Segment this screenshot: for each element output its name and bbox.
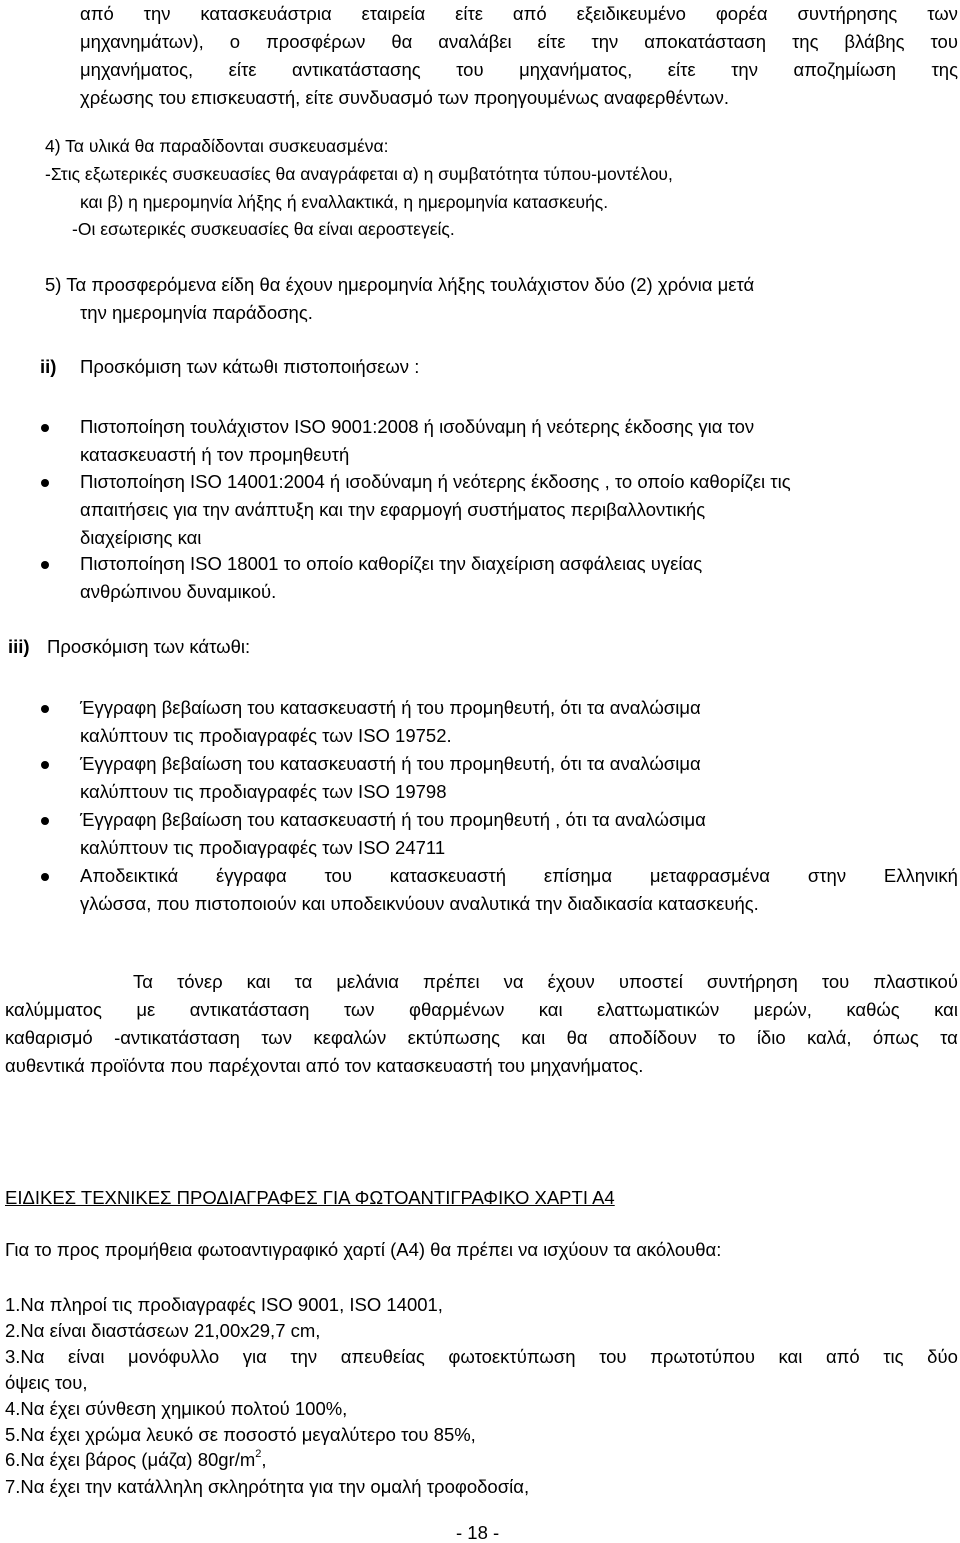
iii-bullet-2-line-1: Έγγραφη βεβαίωση του κατασκευαστή ή του προμηθευτή, ότι τα αναλώσιμα xyxy=(80,753,701,774)
section-iii-marker: iii) xyxy=(8,636,30,657)
item-4-line-3: και β) η ημερομηνία λήξης ή εναλλακτικά, η ημερομηνία κατασκευής. xyxy=(80,192,609,212)
section-iii-heading: Προσκόμιση των κάτωθι: xyxy=(47,636,251,657)
paper-item-1: 1.Να πληροί τις προδιαγραφές ISO 9001, ISO 14001, xyxy=(5,1294,443,1315)
toner-paragraph-line-4: αυθεντικά προϊόντα που παρέχονται από τον κατασκευαστή του μηχανήματος. xyxy=(5,1055,644,1076)
toner-paragraph-line-1: Τα τόνερ και τα μελάνια πρέπει να έχουν υποστεί συντήρηση του πλαστικού xyxy=(133,971,958,992)
paper-item-3-line-2: όψεις του, xyxy=(5,1372,88,1393)
paper-section-intro: Για το προς προμήθεια φωτοαντιγραφικό χαρτί (Α4) θα πρέπει να ισχύουν τα ακόλουθα: xyxy=(5,1239,722,1260)
item-4-line-4: -Οι εσωτερικές συσκευασίες θα είναι αεροστεγείς. xyxy=(72,219,455,239)
paper-item-6: 6.Να έχει βάρος (μάζα) $80gr/m^2$, xyxy=(5,1448,267,1471)
iii-bullet-1-line-2: καλύπτουν τις προδιαγραφές των ISO 19752. xyxy=(80,725,452,746)
iii-bullet-1-line-1: Έγγραφη βεβαίωση του κατασκευαστή ή του προμηθευτή, ότι τα αναλώσιμα xyxy=(80,697,701,718)
paper-item-5: 5.Να έχει χρώμα λευκό σε ποσοστό μεγαλύτερο του 85%, xyxy=(5,1424,476,1445)
iii-bullet-3-line-1: Έγγραφη βεβαίωση του κατασκευαστή ή του προμηθευτή , ότι τα αναλώσιμα xyxy=(80,809,706,830)
section-ii-heading: Προσκόμιση των κάτωθι πιστοποιήσεων : xyxy=(80,356,420,377)
iii-bullet-2-line-2: καλύπτουν τις προδιαγραφές των ISO 19798 xyxy=(80,781,447,802)
bullet-icon xyxy=(41,817,49,825)
bullet-icon xyxy=(41,705,49,713)
item-5-line-2: την ημερομηνία παράδοσης. xyxy=(80,302,313,323)
ii-bullet-1-line-1: Πιστοποίηση τουλάχιστον ISO 9001:2008 ή ισοδύναμη ή νεότερης έκδοσης για τον xyxy=(80,416,755,437)
top-paragraph-line-4: χρέωσης του επισκευαστή, είτε συνδυασμό των προηγουμένως αναφερθέντων. xyxy=(80,87,730,108)
ii-bullet-3-line-1: Πιστοποίηση ISO 18001 το οποίο καθορίζει την διαχείριση ασφάλειας υγείας xyxy=(80,553,703,574)
ii-bullet-3-line-2: ανθρώπινου δυναμικού. xyxy=(80,581,277,602)
iii-bullet-4-line-1: Αποδεικτικά έγγραφα του κατασκευαστή επίσημα μεταφρασμένα στην Ελληνική xyxy=(80,865,958,886)
paper-item-7: 7.Να έχει την κατάλληλη σκληρότητα για την ομαλή τροφοδοσία, xyxy=(5,1476,530,1497)
page-number: - 18 - xyxy=(456,1522,500,1543)
item-4-line-2: -Στις εξωτερικές συσκευασίες θα αναγράφεται α) η συμβατότητα τύπου-μοντέλου, xyxy=(45,164,673,184)
top-paragraph-line-1: από την κατασκευάστρια εταιρεία είτε από εξειδικευμένο φορέα συντήρησης των xyxy=(80,3,958,24)
paper-item-3-line-1: 3.Να είναι μονόφυλλο για την απευθείας φωτοεκτύπωση του πρωτοτύπου και από τις δύο xyxy=(5,1346,958,1367)
iii-bullet-4-line-2: γλώσσα, που πιστοποιούν και υποδεικνύουν αναλυτικά την διαδικασία κατασκευής. xyxy=(80,893,759,914)
paper-section-title: ΕΙΔΙΚΕΣ ΤΕΧΝΙΚΕΣ ΠΡΟΔΙΑΓΡΑΦΕΣ ΓΙΑ ΦΩΤΟΑΝΤΙΓΡΑΦΙΚΟ ΧΑΡΤΙ Α4 xyxy=(5,1187,615,1208)
bullet-icon xyxy=(41,873,49,881)
item-4-heading: 4) Τα υλικά θα παραδίδονται συσκευασμένα: xyxy=(45,136,389,156)
bullet-icon xyxy=(41,761,49,769)
top-paragraph-line-2: μηχανημάτων), ο προσφέρων θα αναλάβει είτε την αποκατάσταση της βλάβης του xyxy=(80,31,958,52)
bullet-icon xyxy=(41,424,49,432)
item-5-line-1: 5) Τα προσφερόμενα είδη θα έχουν ημερομηνία λήξης τουλάχιστον δύο (2) χρόνια μετά xyxy=(45,274,755,295)
bullet-icon xyxy=(41,479,49,487)
top-paragraph-line-3: μηχανήματος, είτε αντικατάστασης του μηχανήματος, είτε την αποζημίωση της xyxy=(80,59,958,80)
ii-bullet-2-line-3: διαχείρισης και xyxy=(80,527,202,548)
section-ii-marker: ii) xyxy=(40,356,57,377)
toner-paragraph-line-2: καλύμματος με αντικατάσταση των φθαρμένων και ελαττωματικών μερών, καθώς και xyxy=(5,999,958,1020)
paper-item-4: 4.Να έχει σύνθεση χημικού πολτού 100%, xyxy=(5,1398,348,1419)
superscript-2: 2 xyxy=(255,1448,262,1460)
ii-bullet-1-line-2: κατασκευαστή ή τον προμηθευτή xyxy=(80,444,350,465)
ii-bullet-2-line-1: Πιστοποίηση ISO 14001:2004 ή ισοδύναμη ή νεότερης έκδοσης , το οποίο καθορίζει τις xyxy=(80,471,791,492)
ii-bullet-2-line-2: απαιτήσεις για την ανάπτυξη και την εφαρμογή συστήματος περιβαλλοντικής xyxy=(80,499,706,520)
iii-bullet-3-line-2: καλύπτουν τις προδιαγραφές των ISO 24711 xyxy=(80,837,446,858)
toner-paragraph-line-3: καθαρισμό -αντικατάσταση των κεφαλών εκτύπωσης και θα αποδίδουν το ίδιο καλά, όπως τα xyxy=(5,1027,958,1048)
bullet-icon xyxy=(41,561,49,569)
paper-item-2: 2.Να είναι διαστάσεων 21,00x29,7 cm, xyxy=(5,1320,321,1341)
